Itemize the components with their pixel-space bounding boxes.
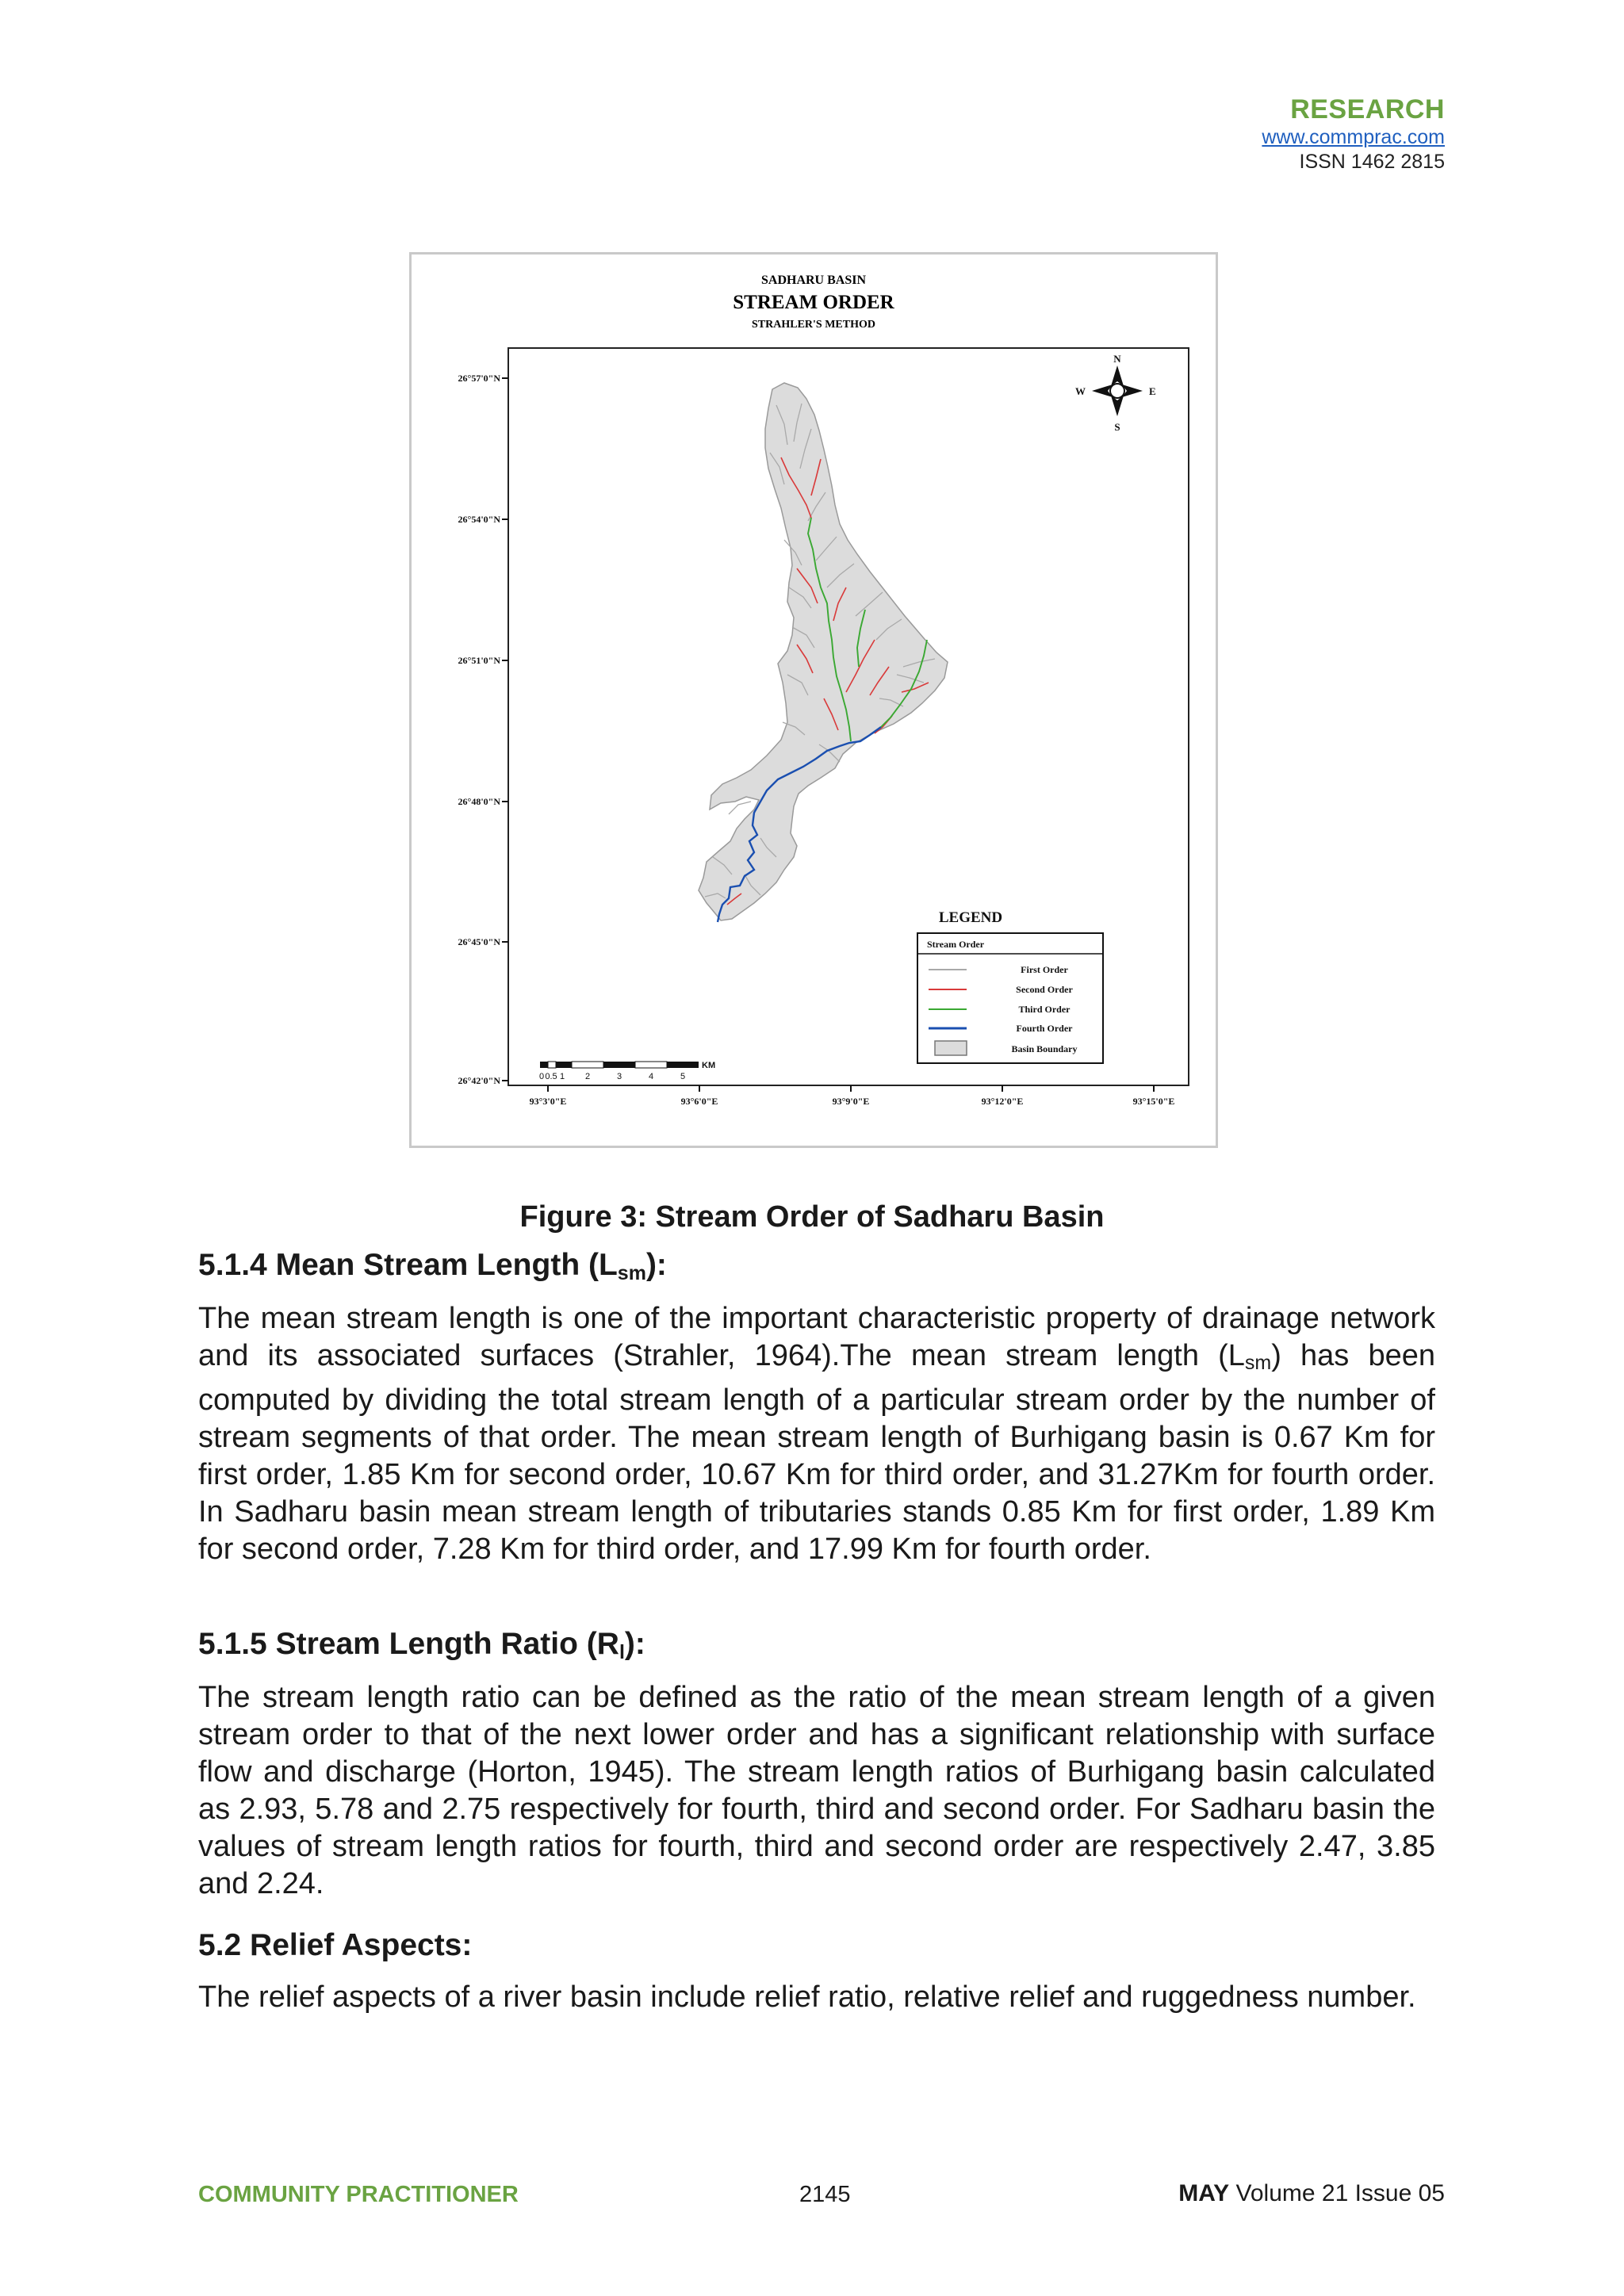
legend-swatch-basin-boundary <box>935 1041 967 1055</box>
para-text: The mean stream length is one of the important characteristic property of drainage network and its associated surfaces (Strahler, 1964).The mean stream length (L <box>198 1302 1435 1372</box>
scale-label: 2 <box>584 1072 591 1081</box>
map-title-method: STRAHLER'S METHOD <box>752 319 875 331</box>
footer-volume: Volume 21 Issue 05 <box>1235 2180 1445 2206</box>
lat-tick-label: 26°54'0"N <box>458 514 500 525</box>
scale-label: 3 <box>616 1072 622 1081</box>
legend-subtitle: Stream Order <box>927 939 985 950</box>
lat-tick-label: 26°57'0"N <box>458 373 500 384</box>
lon-tick-label: 93°3'0"E <box>529 1096 567 1107</box>
longitude-axis <box>530 1085 1175 1107</box>
heading-end: ): <box>645 1248 667 1282</box>
lon-tick-label: 93°6'0"E <box>680 1096 718 1107</box>
heading-subscript: sm <box>617 1262 646 1284</box>
legend-label-first-order: First Order <box>1021 964 1068 975</box>
paragraph-relief-aspects: The relief aspects of a river basin include relief ratio, relative relief and ruggedness number. <box>198 1980 1416 2014</box>
lon-tick-label: 93°15'0"E <box>1132 1096 1175 1107</box>
figure-caption: Figure 3: Stream Order of Sadharu Basin <box>519 1200 1105 1234</box>
lat-tick-label: 26°42'0"N <box>458 1075 500 1086</box>
map-title-main: STREAM ORDER <box>733 292 894 313</box>
scale-unit: KM <box>702 1061 716 1070</box>
section-label: RESEARCH <box>1290 94 1445 124</box>
stream-order-map <box>412 254 1216 1146</box>
legend-label-fourth-order: Fourth Order <box>1016 1023 1073 1034</box>
paragraph-stream-length-ratio: The stream length ratio can be defined as the ratio of the mean stream length of a given stream order to that of the next lower order and has a significant relationship with surface flow and discharge (Horton, 1945). The stream length ratios of Burhigang basin calculated as 2.93, 5.78 and 2.75 respectively for fourth, third and second order. For Sadharu basin the values of stream length ratios for fourth, third and second order are respectively 2.47, 3.85 and 2.24. <box>198 1681 1435 1900</box>
latitude-axis <box>458 373 508 1086</box>
scale-label: 0.5 <box>545 1072 557 1081</box>
lat-tick-label: 26°48'0"N <box>458 796 500 807</box>
lat-tick-label: 26°51'0"N <box>458 655 500 666</box>
legend-label-third-order: Third Order <box>1018 1004 1071 1015</box>
compass-w-label: W <box>1075 385 1086 397</box>
lat-tick-label: 26°45'0"N <box>458 936 500 947</box>
scale-label: 4 <box>648 1072 654 1081</box>
scale-label: 1 <box>559 1072 565 1081</box>
paragraph-mean-stream-length <box>198 1300 1435 1568</box>
heading-stream-length-ratio <box>198 1627 645 1664</box>
footer-month: MAY <box>1178 2180 1230 2206</box>
journal-url-link[interactable]: www.commprac.com <box>1262 126 1445 148</box>
compass-e-label: E <box>1149 385 1156 397</box>
heading-end: ): <box>624 1627 645 1661</box>
lon-tick-label: 93°9'0"E <box>832 1096 870 1107</box>
heading-text: 5.1.5 Stream Length Ratio (R <box>198 1627 619 1661</box>
legend-title: LEGEND <box>938 909 1003 926</box>
heading-subscript: l <box>619 1641 625 1663</box>
map-legend <box>917 909 1103 1063</box>
map-title-basin: SADHARU BASIN <box>760 274 867 287</box>
lon-tick-label: 93°12'0"E <box>981 1096 1024 1107</box>
para-subscript: sm <box>1244 1352 1272 1374</box>
heading-relief-aspects: 5.2 Relief Aspects: <box>198 1928 473 1962</box>
issn-label: ISSN 1462 2815 <box>1299 151 1445 173</box>
heading-mean-stream-length <box>198 1248 667 1285</box>
footer-page-number: 2145 <box>799 2182 851 2207</box>
stream-order-map-figure <box>409 252 1218 1148</box>
heading-text: 5.1.4 Mean Stream Length (L <box>198 1248 618 1282</box>
legend-label-basin-boundary: Basin Boundary <box>1011 1043 1078 1054</box>
scale-label: 5 <box>680 1072 686 1081</box>
journal-header <box>1262 94 1445 174</box>
compass-s-label: S <box>1114 421 1120 433</box>
legend-label-second-order: Second Order <box>1016 984 1073 995</box>
compass-n-label: N <box>1113 353 1121 365</box>
para-text: ) has been computed by dividing the total stream length of a particular stream order by the number of stream segments of that order. The mean stream length of Burhigang basin is 0.67 Km for first order, 1.85 Km for second order, 10.67 Km for third order, and 31.27Km for fourth order. In Sadharu basin mean stream length of tributaries stands 0.85 Km for first order, 1.89 Km for second order, 7.28 Km for third order, and 17.99 Km for fourth order. <box>198 1339 1435 1566</box>
scale-label: 0 <box>538 1072 545 1081</box>
footer-issue <box>1178 2180 1445 2207</box>
footer-journal-name: COMMUNITY PRACTITIONER <box>198 2182 519 2207</box>
